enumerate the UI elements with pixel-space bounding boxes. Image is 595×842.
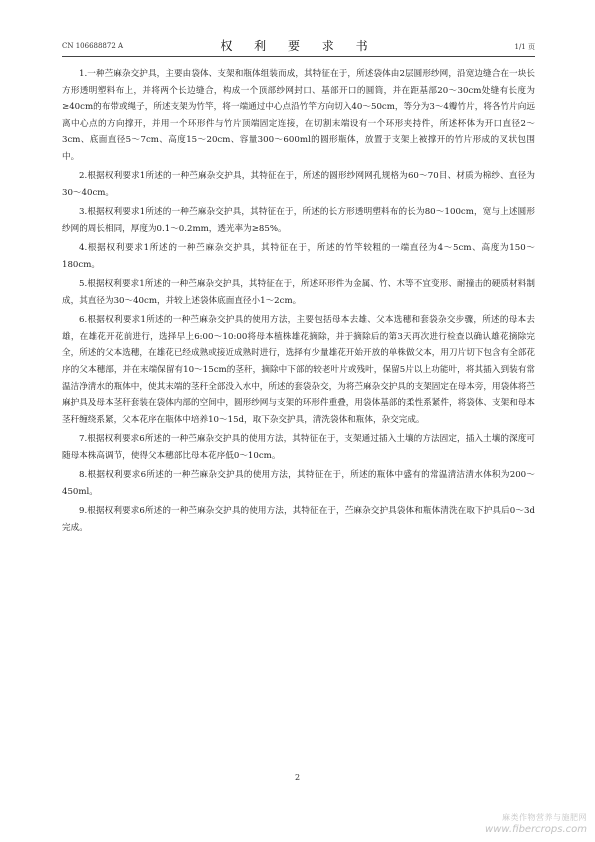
document-title: 权 利 要 求 书 <box>220 39 377 53</box>
page-info: 1/1 页 <box>514 43 535 51</box>
publication-number: CN 106688872 A <box>62 42 124 50</box>
page-number: 2 <box>294 773 301 782</box>
claim-7: 7.根据权利要求6所述的一种苎麻杂交护具的使用方法，其特征在于，支架通过插入土壤的方法固定，插入土壤的深度可随母本株高调节，使得父本穗部比母本花序低0～10cm。 <box>62 434 535 461</box>
claim-4: 4.根据权利要求1所述的一种苎麻杂交护具，其特征在于，所述的竹竿较粗的一端直径为4～5cm、高度为150～180cm。 <box>62 243 535 270</box>
claim-5: 5.根据权利要求1所述的一种苎麻杂交护具，其特征在于，所述环形件为金属、竹、木等不宜变形、耐撞击的硬质材料制成，其直径为30～40cm，并较上述袋体底面直径小1～2cm。 <box>62 279 535 306</box>
watermark-url: www.fibercrops.com <box>485 824 587 835</box>
claim-9: 9.根据权利要求6所述的一种苎麻杂交护具的使用方法，其特征在于，苎麻杂交护具袋体和瓶体清洗在取下护具后0～3d完成。 <box>62 506 535 533</box>
claim-2: 2.根据权利要求1所述的一种苎麻杂交护具，其特征在于，所述的圆形纱网网孔规格为60～70目、材质为棉纱、直径为30～40cm。 <box>62 171 535 198</box>
claim-3: 3.根据权利要求1所述的一种苎麻杂交护具，其特征在于，所述的长方形透明塑料布的长为80～100cm，宽与上述圆形纱网的周长相同，厚度为0.1～0.2mm，透光率为≥85%。 <box>62 207 535 234</box>
claim-1: 1.一种苎麻杂交护具，主要由袋体、支架和瓶体组装而成，其特征在于，所述袋体由2层圆形纱网，沿宽边缝合在一块长方形透明塑料布上，并将两个长边缝合，构成一个顶部纱网封口、基部开口的圆筒，并在距基部20～30cm处缝有长度为≥40cm的布带或绳子，所述支架为竹竿，将一端通过中心点沿竹竿方向切入40～50cm，等分为3～4瓣竹片，将各竹片向远离中心点的方向撑开，并用一个环形件与竹片顶端固定连接，在切割末端设有一个环形夹持件，所述杯体为开口直径2～3cm、底面直径5～7cm、高度15～20cm、容量300～600ml的圆形瓶体，放置于支架上被撑开的竹片形成的叉状包围中。 <box>62 69 535 162</box>
watermark-name: 麻类作物营养与施肥网 <box>502 813 587 822</box>
claims-body <box>62 66 535 539</box>
claim-8: 8.根据权利要求6所述的一种苎麻杂交护具的使用方法，其特征在于，所述的瓶体中盛有的常温清洁清水体积为200～450ml。 <box>62 470 535 497</box>
document-header <box>62 36 535 57</box>
site-watermark <box>485 812 587 836</box>
claim-6: 6.根据权利要求1所述的一种苎麻杂交护具的使用方法，主要包括母本去雄、父本选穗和套袋杂交步骤，所述的母本去雄，在雄花开花前进行，选择早上6:00～10:00将母本植株雄花摘除，并于摘除后的第3天再次进行检查以确认雄花摘除完全，所述的父本选穗，在雄花已经成熟或接近成熟时进行，选择有少量雄花开始开放的单株做父本，用刀片切下包含有全部花序的父本穗部，并在末端保留有10～15cm的茎秆，摘除中下部的较老叶片或残叶，保留5片以上功能叶，将其插入到装有常温洁净清水的瓶体中，使其末端的茎秆全部没入水中，所述的套袋杂交，为将苎麻杂交护具的支架固定在母本旁，用袋体将苎麻护具及母本茎秆套装在袋体内部的空间中，圆形纱网与支架的环形件重叠，用袋体基部的柔性系紧件，将袋体、支架和母本茎秆缠绕系紧，父本花序在瓶体中培养10～15d，取下杂交护具，清洗袋体和瓶体，杂交完成。 <box>62 315 535 425</box>
